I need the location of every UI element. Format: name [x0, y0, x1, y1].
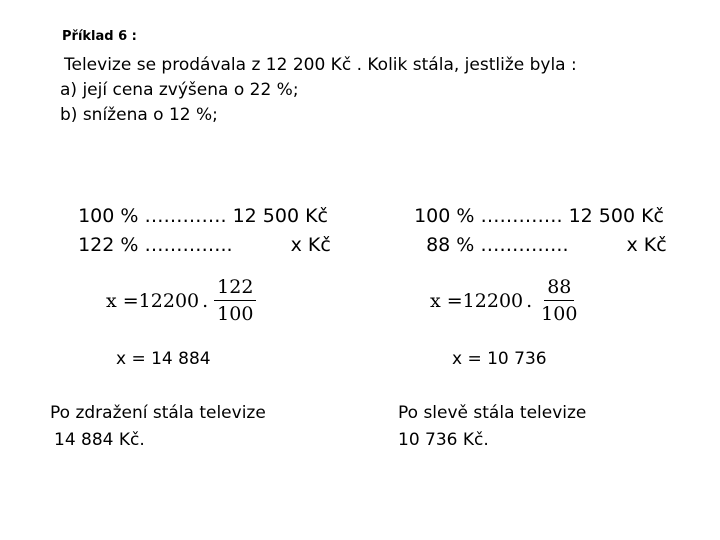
- task-line-1: Televize se prodávala z 12 200 Kč . Kolik stála, jestliže byla :: [64, 55, 577, 75]
- right-prop1-right: 12 500 Kč: [568, 205, 665, 227]
- example-title: Příklad 6 :: [62, 29, 137, 44]
- left-formula: [106, 276, 256, 325]
- right-proportion-row-2: [414, 202, 667, 260]
- task-line-3: b) snížena o 12 %;: [60, 105, 218, 125]
- right-fraction: [538, 276, 580, 325]
- left-fraction-numerator: 122: [214, 276, 256, 301]
- left-prop2-left: 122 % …………..: [78, 234, 233, 256]
- right-conclusion-1: Po slevě stála televize: [398, 403, 587, 423]
- right-prop1-left: 100 % ………….: [414, 205, 569, 227]
- left-conclusion-1: Po zdražení stála televize: [50, 403, 266, 423]
- task-line-2: a) její cena zvýšena o 22 %;: [60, 80, 299, 100]
- left-conclusion-2: 14 884 Kč.: [54, 430, 145, 450]
- left-formula-lhs: x =12200: [106, 289, 200, 312]
- left-fraction: [214, 276, 256, 325]
- left-prop1-right: 12 500 Kč: [232, 205, 329, 227]
- left-prop1-left: 100 % ………….: [78, 205, 233, 227]
- right-formula: [430, 276, 580, 325]
- right-prop2-right: x Kč: [626, 234, 667, 256]
- right-formula-lhs: x =12200: [430, 289, 524, 312]
- left-result: x = 14 884: [116, 349, 211, 369]
- right-fraction-denominator: 100: [541, 303, 578, 325]
- right-formula-dot: .: [526, 289, 533, 312]
- left-proportion-row-2: [66, 202, 331, 260]
- right-conclusion-2: 10 736 Kč.: [398, 430, 489, 450]
- right-result: x = 10 736: [452, 349, 547, 369]
- left-formula-dot: .: [202, 289, 209, 312]
- left-prop2-right: x Kč: [290, 234, 331, 256]
- right-prop2-left: 88 % …………..: [426, 234, 569, 256]
- right-fraction-numerator: 88: [544, 276, 574, 301]
- left-fraction-denominator: 100: [217, 303, 254, 325]
